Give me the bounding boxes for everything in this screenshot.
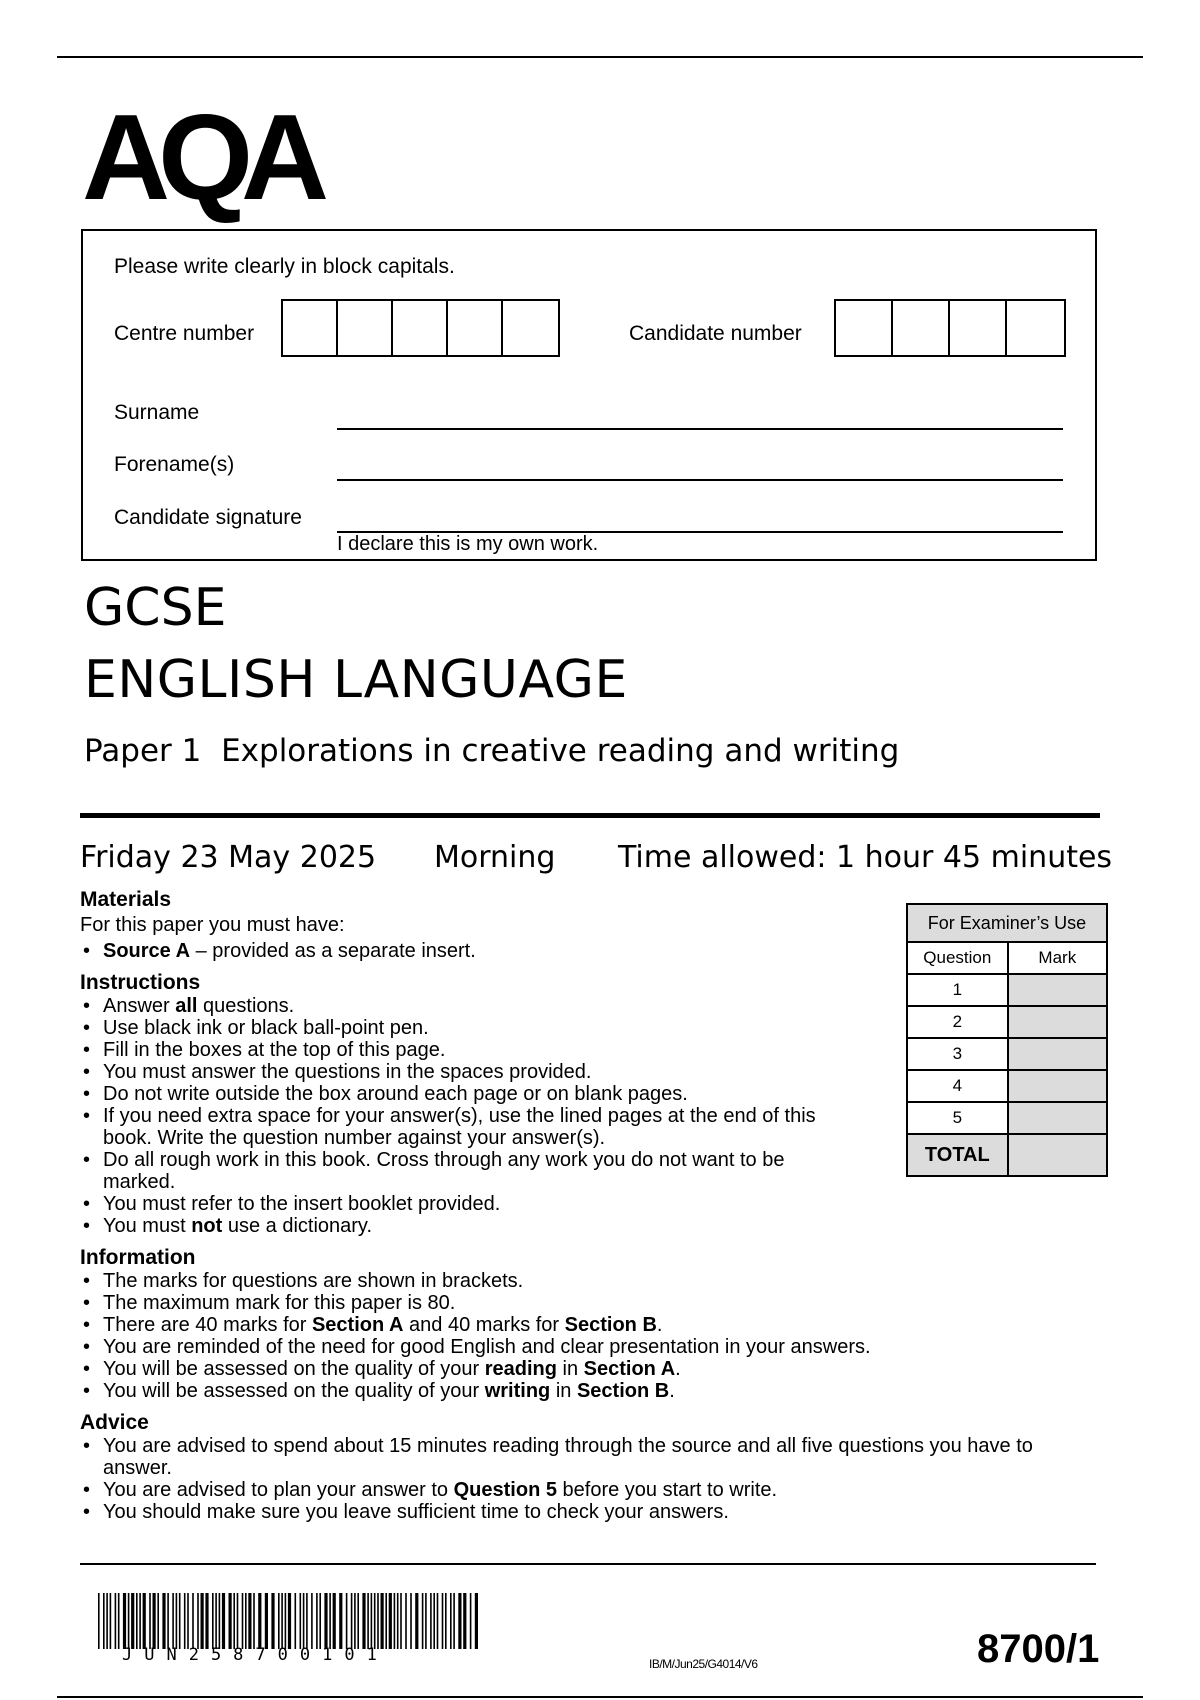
examiner-use-table bbox=[906, 903, 1108, 1177]
surname-field[interactable] bbox=[337, 428, 1063, 430]
list-item: • You must not use a dictionary. bbox=[80, 1215, 830, 1237]
reference-code: IB/M/Jun25/G4014/V6 bbox=[649, 1657, 758, 1671]
title-thick-rule bbox=[80, 813, 1100, 818]
question-number-cell: 5 bbox=[907, 1102, 1008, 1134]
examiner-table-title: For Examiner’s Use bbox=[907, 904, 1107, 942]
examiner-table-rows bbox=[907, 974, 1107, 1134]
question-number-cell: 1 bbox=[907, 974, 1008, 1006]
list-item: • If you need extra space for your answer(s), use the lined pages at the end of this book. Write the question number against your answer(s). bbox=[80, 1105, 830, 1149]
centre-number-digit[interactable] bbox=[448, 301, 503, 355]
list-item: • You must answer the questions in the spaces provided. bbox=[80, 1061, 830, 1083]
candidate-number-digit[interactable] bbox=[1007, 301, 1064, 355]
mark-cell bbox=[1008, 1102, 1107, 1134]
time-allowed: Time allowed: 1 hour 45 minutes bbox=[618, 840, 1113, 875]
candidate-number-boxes[interactable] bbox=[834, 299, 1066, 357]
candidate-number-digit[interactable] bbox=[893, 301, 950, 355]
candidate-number-digit[interactable] bbox=[950, 301, 1007, 355]
exam-date: Friday 23 May 2025 bbox=[80, 840, 377, 875]
forenames-label: Forename(s) bbox=[114, 453, 235, 476]
centre-number-digit[interactable] bbox=[393, 301, 448, 355]
question-number-cell: 2 bbox=[907, 1006, 1008, 1038]
mark-cell bbox=[1008, 974, 1107, 1006]
barcode bbox=[98, 1593, 480, 1649]
list-item: • Use black ink or black ball-point pen. bbox=[80, 1017, 830, 1039]
centre-number-digit[interactable] bbox=[338, 301, 393, 355]
advice-list bbox=[80, 1435, 1080, 1523]
surname-label: Surname bbox=[114, 401, 200, 424]
total-mark-cell bbox=[1008, 1134, 1107, 1176]
list-item: • You are advised to spend about 15 minutes reading through the source and all five questions you have to answer. bbox=[80, 1435, 1080, 1479]
mark-cell bbox=[1008, 1038, 1107, 1070]
signature-label: Candidate signature bbox=[114, 506, 302, 529]
centre-number-boxes[interactable] bbox=[281, 299, 560, 357]
advice-heading: Advice bbox=[80, 1411, 149, 1434]
barcode-text: JUN258700101 bbox=[122, 1645, 389, 1665]
list-item: • You will be assessed on the quality of your reading in Section A. bbox=[80, 1358, 960, 1380]
list-item: • The maximum mark for this paper is 80. bbox=[80, 1292, 960, 1314]
mark-cell bbox=[1008, 1070, 1107, 1102]
mark-cell bbox=[1008, 1006, 1107, 1038]
list-item: • Answer all questions. bbox=[80, 995, 830, 1017]
materials-item-bold: Source A bbox=[103, 940, 191, 962]
list-item: • You will be assessed on the quality of your writing in Section B. bbox=[80, 1380, 960, 1402]
list-item bbox=[80, 940, 960, 962]
centre-number-digit[interactable] bbox=[503, 301, 558, 355]
materials-item-text: – provided as a separate insert. bbox=[190, 940, 476, 962]
list-item: • Do not write outside the box around each page or on blank pages. bbox=[80, 1083, 830, 1105]
instructions-list bbox=[80, 995, 830, 1237]
paper-code: 8700/1 bbox=[977, 1627, 1100, 1671]
candidate-number-label: Candidate number bbox=[629, 322, 802, 345]
qualification-title: GCSE bbox=[84, 578, 227, 638]
question-number-cell: 4 bbox=[907, 1070, 1008, 1102]
question-number-cell: 3 bbox=[907, 1038, 1008, 1070]
bottom-rule bbox=[80, 1563, 1096, 1565]
list-item: • You are advised to plan your answer to Question 5 before you start to write. bbox=[80, 1479, 1080, 1501]
exam-session: Morning bbox=[434, 840, 556, 875]
list-item: • Do all rough work in this book. Cross through any work you do not want to be marked. bbox=[80, 1149, 830, 1193]
list-item: • You must refer to the insert booklet provided. bbox=[80, 1193, 830, 1215]
materials-intro: For this paper you must have: bbox=[80, 914, 345, 936]
candidate-number-digit[interactable] bbox=[836, 301, 893, 355]
list-item: • You should make sure you leave sufficient time to check your answers. bbox=[80, 1501, 1080, 1523]
materials-heading: Materials bbox=[80, 888, 172, 911]
total-label: TOTAL bbox=[907, 1134, 1008, 1176]
footer-rule bbox=[57, 1696, 1143, 1698]
subject-title: ENGLISH LANGUAGE bbox=[84, 650, 628, 710]
list-item: • You are reminded of the need for good English and clear presentation in your answers. bbox=[80, 1336, 960, 1358]
information-list bbox=[80, 1270, 960, 1402]
block-capitals-instruction: Please write clearly in block capitals. bbox=[114, 255, 455, 278]
mark-column-header: Mark bbox=[1008, 942, 1107, 974]
list-item: • Fill in the boxes at the top of this page. bbox=[80, 1039, 830, 1061]
aqa-logo: AQA bbox=[82, 89, 318, 225]
list-item: • The marks for questions are shown in brackets. bbox=[80, 1270, 960, 1292]
centre-number-digit[interactable] bbox=[283, 301, 338, 355]
materials-list bbox=[80, 940, 960, 962]
question-column-header: Question bbox=[907, 942, 1008, 974]
declaration-text: I declare this is my own work. bbox=[337, 533, 599, 555]
forenames-field[interactable] bbox=[337, 479, 1063, 481]
centre-number-label: Centre number bbox=[114, 322, 255, 345]
top-rule bbox=[57, 56, 1143, 58]
information-heading: Information bbox=[80, 1246, 196, 1269]
list-item: • There are 40 marks for Section A and 40 marks for Section B. bbox=[80, 1314, 960, 1336]
paper-title: Paper 1 Explorations in creative reading and writing bbox=[84, 733, 900, 769]
instructions-heading: Instructions bbox=[80, 971, 201, 994]
